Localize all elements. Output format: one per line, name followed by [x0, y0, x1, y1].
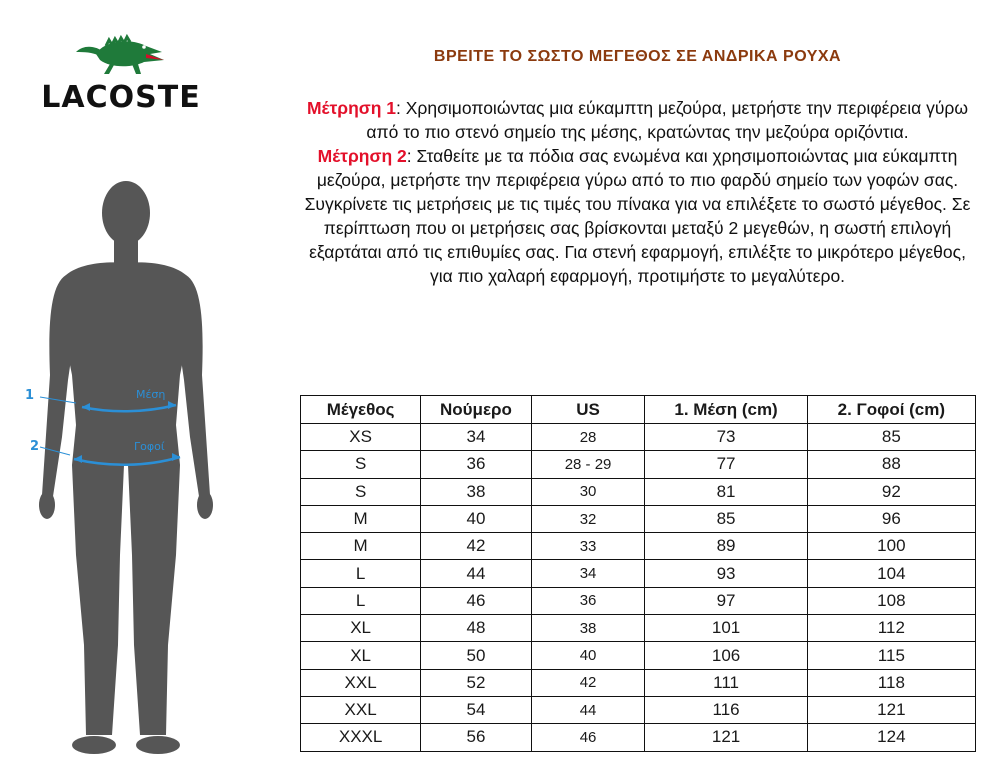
hips-cell: 92: [807, 478, 975, 505]
waist-cell: 111: [645, 669, 807, 696]
measurement-2-text: : Σταθείτε με τα πόδια σας ενωμένα και χρησιμοποιώντας μια εύκαμπτη μεζούρα, μετρήστε την περιφέρεια γύρω από το πιο φαρδύ σημείο των γοφών σας.: [316, 146, 959, 190]
page-title: ΒΡΕΙΤΕ ΤΟ ΣΩΣΤΟ ΜΕΓΕΘΟΣ ΣΕ ΑΝΔΡΙΚΑ ΡΟΥΧΑ: [433, 48, 842, 65]
lacoste-logo: [36, 30, 206, 125]
hips-cell: 115: [807, 642, 975, 669]
us-cell: 30: [531, 478, 645, 505]
us-cell: 42: [531, 669, 645, 696]
waist-cell: 89: [645, 533, 807, 560]
body-figure: [20, 175, 270, 765]
hips-cell: 100: [807, 533, 975, 560]
size-cell: XL: [301, 642, 421, 669]
hips-cell: 121: [807, 696, 975, 723]
waist-cell: 106: [645, 642, 807, 669]
table-row: [301, 533, 976, 560]
table-header-row: [301, 396, 976, 424]
number-cell: 38: [421, 478, 531, 505]
size-cell: M: [301, 505, 421, 532]
us-cell: 46: [531, 724, 645, 751]
us-cell: 40: [531, 642, 645, 669]
hips-cell: 104: [807, 560, 975, 587]
us-cell: 34: [531, 560, 645, 587]
hips-cell: 96: [807, 505, 975, 532]
instructions: [300, 96, 975, 368]
table-row: [301, 615, 976, 642]
table-row: [301, 560, 976, 587]
number-cell: 56: [421, 724, 531, 751]
size-cell: S: [301, 478, 421, 505]
size-cell: S: [301, 451, 421, 478]
table-row: [301, 587, 976, 614]
header-size: Μέγεθος: [301, 396, 421, 424]
number-cell: 40: [421, 505, 531, 532]
table-row: [301, 696, 976, 723]
size-cell: M: [301, 533, 421, 560]
table-row: [301, 478, 976, 505]
size-cell: XXXL: [301, 724, 421, 751]
header-waist: 1. Μέση (cm): [645, 396, 807, 424]
us-cell: 28: [531, 424, 645, 451]
waist-cell: 81: [645, 478, 807, 505]
us-cell: 38: [531, 615, 645, 642]
us-cell: 44: [531, 696, 645, 723]
size-cell: XXL: [301, 669, 421, 696]
table-row: [301, 669, 976, 696]
size-cell: L: [301, 587, 421, 614]
hips-cell: 124: [807, 724, 975, 751]
waist-cell: 85: [645, 505, 807, 532]
waist-cell: 77: [645, 451, 807, 478]
table-row: [301, 424, 976, 451]
waist-cell: 121: [645, 724, 807, 751]
us-cell: 36: [531, 587, 645, 614]
us-cell: 28 - 29: [531, 451, 645, 478]
measurement-1-text: : Χρησιμοποιώντας μια εύκαμπτη μεζούρα, μετρήστε την περιφέρεια γύρω από το πιο στενό σημείο της μέσης, κρατώντας την μεζούρα οριζόντια.: [366, 98, 969, 142]
hips-cell: 85: [807, 424, 975, 451]
size-cell: XXL: [301, 696, 421, 723]
number-cell: 54: [421, 696, 531, 723]
hips-cell: 112: [807, 615, 975, 642]
number-cell: 44: [421, 560, 531, 587]
number-cell: 50: [421, 642, 531, 669]
waist-label: Μέση: [136, 388, 166, 401]
hips-cell: 118: [807, 669, 975, 696]
hips-label: Γοφοί: [134, 440, 165, 453]
waist-cell: 93: [645, 560, 807, 587]
hips-cell: 108: [807, 587, 975, 614]
size-cell: XL: [301, 615, 421, 642]
size-table: [300, 395, 976, 752]
us-cell: 33: [531, 533, 645, 560]
number-cell: 36: [421, 451, 531, 478]
size-cell: L: [301, 560, 421, 587]
measurement-2-label: Μέτρηση 2: [317, 146, 407, 166]
header-hips: 2. Γοφοί (cm): [807, 396, 975, 424]
number-cell: 48: [421, 615, 531, 642]
marker-2-number: 2: [30, 439, 40, 454]
crocodile-icon: [74, 30, 166, 78]
fit-advice: Συγκρίνετε τις μετρήσεις με τις τιμές του πίνακα για να επιλέξετε το σωστό μέγεθος. Σε περίπτωση που οι μετρήσεις σας βρίσκονται μεταξύ 2 μεγεθών, η σωστή επιλογή εξαρτάται από τις επιθυμίες σας. Για στενή εφαρμογή, επιλέξτε το μικρότερο μέγεθος, για πιο χαλαρή εφαρμογή, προτιμήστε το μεγαλύτερο.: [304, 194, 971, 286]
header-number: Νούμερο: [421, 396, 531, 424]
number-cell: 42: [421, 533, 531, 560]
hips-cell: 88: [807, 451, 975, 478]
table-row: [301, 505, 976, 532]
number-cell: 52: [421, 669, 531, 696]
table-row: [301, 724, 976, 751]
waist-cell: 116: [645, 696, 807, 723]
table-row: [301, 642, 976, 669]
size-cell: XS: [301, 424, 421, 451]
waist-cell: 73: [645, 424, 807, 451]
table-row: [301, 451, 976, 478]
number-cell: 34: [421, 424, 531, 451]
header-us: US: [531, 396, 645, 424]
marker-1-number: 1: [25, 388, 35, 403]
brand-name: LACOSTE: [41, 80, 201, 115]
number-cell: 46: [421, 587, 531, 614]
measurement-1-label: Μέτρηση 1: [306, 98, 397, 118]
waist-cell: 97: [645, 587, 807, 614]
us-cell: 32: [531, 505, 645, 532]
waist-cell: 101: [645, 615, 807, 642]
